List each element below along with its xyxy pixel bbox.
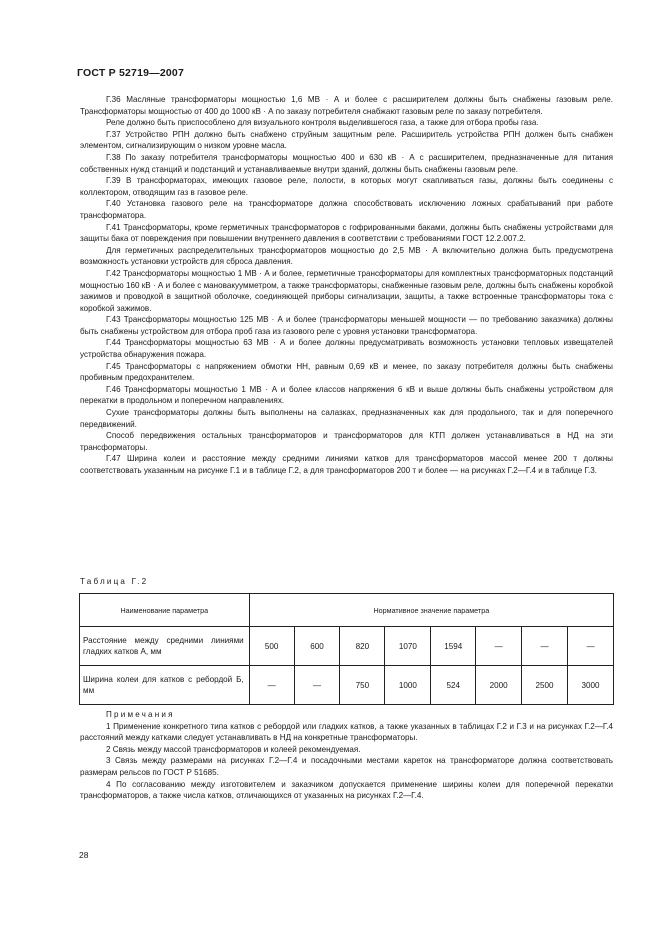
notes-title: Примечания bbox=[106, 710, 175, 719]
paragraph: Реле должно быть приспособлено для визуального контроля выделившегося газа, а также для отбора пробы газа. bbox=[106, 118, 539, 128]
paragraph: Г.46 Трансформаторы мощностью 1 МВ · А и более классов напряжения 6 кВ и выше должны быть снабжены устройством для перекатки в продольном и поперечном направлениях. bbox=[80, 384, 613, 406]
table-cell: — bbox=[294, 666, 340, 705]
paragraph: Г.44 Трансформаторы мощностью 63 МВ · А и более должны предусматривать возможность установки тепловых извещателей устройства обнаружения пожара. bbox=[80, 338, 613, 360]
notes-section bbox=[80, 709, 613, 802]
table-cell: Ширина колеи для катков с ребордой Б, мм bbox=[80, 666, 250, 705]
paragraph: Г.38 По заказу потребителя трансформаторы мощностью 400 и 630 кВ · А с расширителем, предназначенные для питания собственных нужд станций и подстанций и устанавливаемые внутри зданий, должны быть снабжены газовым реле. bbox=[80, 152, 613, 174]
table-cell: 1594 bbox=[431, 627, 476, 666]
note-item: 3 Связь между размерами на рисунках Г.2—Г.4 и посадочными местами кареток на трансформаторе должна соответствовать размерам рельсов по ГОСТ Р 51685. bbox=[80, 756, 613, 777]
paragraph: Способ передвижения остальных трансформаторов и трансформаторов для КТП должен устанавливаться в НД на эти трансформаторы. bbox=[80, 431, 613, 452]
table-cell: Расстояние между средними линиями гладких катков А, мм bbox=[80, 627, 250, 666]
table-cell: 1070 bbox=[385, 627, 431, 666]
paragraph: Для герметичных распределительных трансформаторов мощностью до 2,5 МВ · А включительно должна быть предусмотрена возможность установки устройств для сброса давления. bbox=[80, 245, 613, 267]
note-item: 4 По согласованию между изготовителем и заказчиком допускается применение ширины колеи для поперечной перекатки трансформаторов, а также числа катков, отличающихся от указанных на рисунках Г.2—Г.4. bbox=[80, 779, 613, 801]
parameter-table bbox=[79, 593, 614, 705]
paragraph: Г.41 Трансформаторы, кроме герметичных трансформаторов с гофрированными баками, должны быть снабжены устройствами для защиты бака от повреждения при повышении внутреннего давления в соответствии с требованиями ГОСТ 12.2.007.2. bbox=[80, 222, 613, 244]
table-header-row bbox=[80, 594, 614, 627]
note-item: 2 Связь между массой трансформаторов и колеей рекомендуемая. bbox=[106, 744, 361, 754]
table-cell: 600 bbox=[294, 627, 340, 666]
table-cell: 3000 bbox=[568, 666, 614, 705]
table-caption: Таблица Г.2 bbox=[80, 577, 149, 586]
table-cell: — bbox=[568, 627, 614, 666]
table-cell: 500 bbox=[249, 627, 294, 666]
page-number: 28 bbox=[79, 850, 89, 860]
paragraph: Сухие трансформаторы должны быть выполнены на салазках, предназначенных как для продольного, так и для поперечного передвижений. bbox=[80, 408, 613, 429]
paragraph: Г.43 Трансформаторы мощностью 125 МВ · А и более (трансформаторы меньшей мощности — по требованию заказчика) должны быть снабжены устройством для отбора проб газа из газового реле с уровня установки трансформатора. bbox=[80, 315, 613, 336]
paragraph: Г.47 Ширина колеи и расстояние между средними линиями катков для трансформаторов массой менее 200 т должны соответствовать указанным на рисунке Г.1 и в таблице Г.2, а для трансформаторов 200 т и более — на рисунках Г.2—Г.4 и в таблице Г.3. bbox=[80, 454, 613, 475]
paragraph: Г.45 Трансформаторы с напряжением обмотки НН, равным 0,69 кВ и менее, по заказу потребителя должны быть снабжены пробивным предохранителем. bbox=[80, 361, 613, 383]
table-cell: 1000 bbox=[385, 666, 431, 705]
table-cell: 524 bbox=[431, 666, 476, 705]
table-cell: 820 bbox=[340, 627, 385, 666]
table-row bbox=[80, 666, 614, 705]
paragraph: Г.37 Устройство РПН должно быть снабжено струйным защитным реле. Расширитель устройства РПН должен быть снабжен элементом, сигнализирующим о низком уровне масла. bbox=[80, 129, 613, 151]
document-header: ГОСТ Р 52719—2007 bbox=[77, 67, 185, 79]
table-cell: 750 bbox=[340, 666, 385, 705]
table-cell: 2000 bbox=[476, 666, 522, 705]
table-header-cell: Наименование параметра bbox=[80, 594, 250, 627]
paragraph: Г.39 В трансформаторах, имеющих газовое реле, полости, в которых могут скапливаться газы, должны быть соединены с коллектором, отводящим газ в газовое реле. bbox=[80, 176, 613, 197]
table-row bbox=[80, 627, 614, 666]
table-cell: — bbox=[249, 666, 294, 705]
paragraph: Г.42 Трансформаторы мощностью 1 МВ · А и более, герметичные трансформаторы для комплектных трансформаторных подстанций мощностью 160 кВ · А и более с мановакуумметром, а также трансформаторы, снабженные газовым реле, должны быть снабжены коробкой зажимов и проводкой в защитной оболочке, соединяющей приборы сигнализации, защиты, а также встроенные трансформаторы тока с коробкой зажимов. bbox=[80, 268, 613, 313]
body-text bbox=[80, 94, 613, 477]
note-item: 1 Применение конкретного типа катков с ребордой или гладких катков, а также указанных в таблицах Г.2 и Г.3 и на рисунках Г.2—Г.4 расстояний между катками следует устанавливать в НД на конкретные трансформаторы. bbox=[80, 721, 613, 743]
paragraph: Г.36 Масляные трансформаторы мощностью 1,6 МВ · А и более с расширителем должны быть снабжены газовым реле. Трансформаторы мощностью от 400 до 1000 кВ · А по заказу потребителя снабжают газовым реле по заказу потребителя. bbox=[80, 95, 613, 116]
paragraph: Г.40 Установка газового реле на трансформаторе должна способствовать исключению ложных срабатываний при работе трансформатора. bbox=[80, 199, 613, 220]
table-cell: — bbox=[476, 627, 522, 666]
table-header-cell: Нормативное значение параметра bbox=[249, 594, 613, 627]
table-cell: — bbox=[522, 627, 568, 666]
table-cell: 2500 bbox=[522, 666, 568, 705]
